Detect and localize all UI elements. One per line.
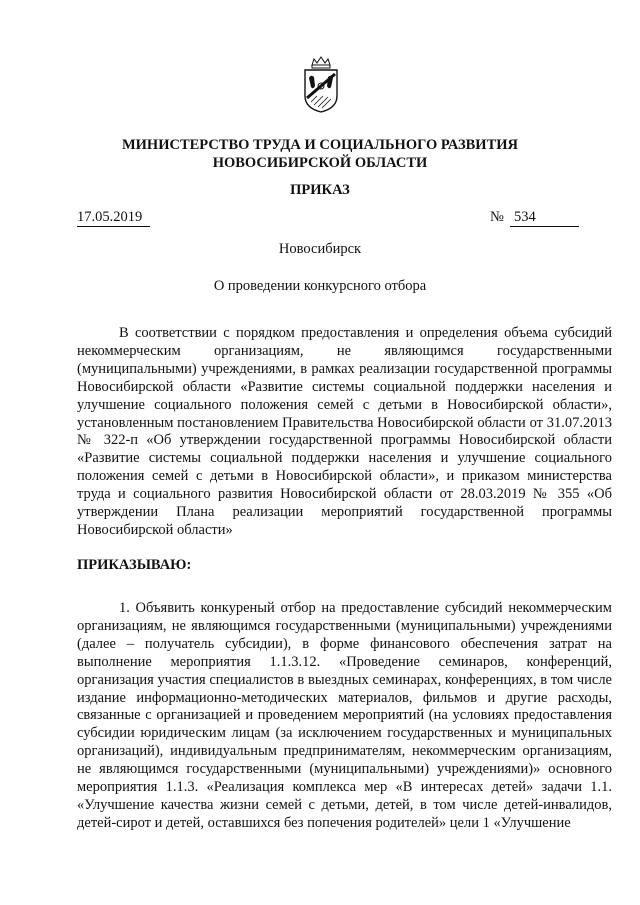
- preamble-paragraph: В соответствии с порядком предоставления и определения объема субсидий некоммерческим организациям, не являющимся государственными (муниципальными) учреждениями, в рамках реализации государственной программы Новосибирской области «Развитие системы социальной поддержки населения и улучшение социального положения семей с детьми в Новосибирской области», установленным постановлением Правительства Новосибирской области от 31.07.2013 № 322-п «Об утверждении государственной программы Новосибирской области «Развитие системы социальной поддержки населения и улучшение социального положения семей с детьми в Новосибирской области», и приказом министерства труда и социального развития Новосибирской области от 28.03.2019 № 355 «Об утверждении Плана реализации мероприятий государственной программы Новосибирской области»: [77, 325, 612, 538]
- ministry-name-line2: НОВОСИБИРСКОЙ ОБЛАСТИ: [212, 155, 428, 171]
- commands-heading: ПРИКАЗЫВАЮ:: [77, 557, 192, 573]
- order-subject: О проведении конкурсного отбора: [213, 278, 427, 294]
- city-name: Новосибирск: [278, 241, 362, 257]
- item-1-paragraph: 1. Объявить конкуреный отбор на предоставление субсидий некоммерческим организациям, не являющимся государственными (муниципальными) учреждениями (далее – получатель субсидии), в форме финансового обеспечения затрат на выполнение мероприятия 1.1.3.12. «Проведение семинаров, конференций, организация участия специалистов в выездных семинарах, конференциях, в том числе издание информационно-методических материалов, фильмов и другие расходы, связанные с организацией и проведением мероприятий (на условиях предоставления субсидии юридическим лицам (за исключением государственных и муниципальных организаций), индивидуальным предпринимателям, некоммерческим организациям, не являющимся государственными (муниципальными) учреждениями)» основного мероприятия 1.1.3. «Реализация комплекса мер «В интересах детей» задачи 1.1. «Улучшение качества жизни семей с детьми, детей, в том числе детей-инвалидов, детей-сирот и детей, оставшихся без попечения родителей» цели 1 «Улучшение: [77, 600, 612, 831]
- coat-of-arms-icon: [301, 56, 341, 114]
- ministry-name-line1: МИНИСТЕРСТВО ТРУДА И СОЦИАЛЬНОГО РАЗВИТИЯ: [121, 137, 519, 153]
- order-number: 534: [510, 208, 579, 227]
- document-type-title: ПРИКАЗ: [290, 182, 350, 198]
- order-date: 17.05.2019: [77, 208, 150, 227]
- ministry-name: [0, 136, 640, 172]
- order-number-sign: №: [490, 209, 504, 225]
